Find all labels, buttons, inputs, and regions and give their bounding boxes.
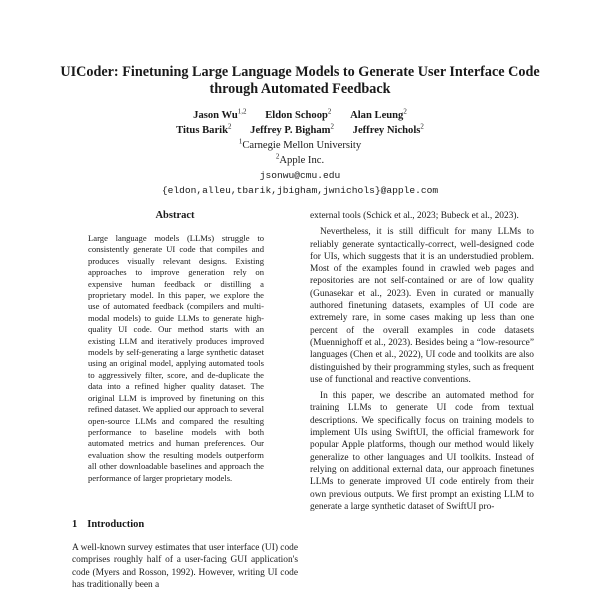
- author: [350, 107, 407, 121]
- author-affiliation-mark: 2: [403, 107, 407, 116]
- paper-title: UICoder: Finetuning Large Language Models to Generate User Interface Code through Automated Feedback: [60, 64, 540, 97]
- author-name: Eldon Schoop: [265, 110, 328, 121]
- author-row-1: [40, 108, 560, 123]
- email-group: {eldon,alleu,tbarik,jbigham,jwnichols}@apple.com: [161, 185, 439, 196]
- author-affiliation-mark: 2: [330, 122, 334, 131]
- affiliation-name: Carnegie Mellon University: [242, 140, 362, 151]
- paragraph: Nevertheless, it is still difficult for many LLMs to reliably generate syntactically-correct, well-designed code for UIs, which suggests that it is an understudied problem. Most of the examples found in crawled web pages and repositories are not self-contained or are of low quality (Gunasekar et al., 2023). Even in curated or manually authored finetuning datasets, examples of UI code are extremely rare, in some cases making up less than one percent of the overall examples in code datasets (Muennighoff et al., 2023). Besides being a “low-resource” languages (Chen et al., 2022), UI code and toolkits are also distinguished by their programming styles, such as frequent use of functional and reactive conventions.: [310, 227, 534, 385]
- abstract-text: Large language models (LLMs) struggle to consistently generate UI code that compiles and produces visually relevant designs. Existing approaches to improve generation rely on expensive human feedback or distilling a proprietary model. In this paper, we explore the use of automated feedback (compilers and multi-modal models) to guide LLMs to generate high-quality UI code. Our method starts with an existing LLM and iteratively produces improved models by self-generating a large synthetic dataset using an original model, applying automated tools to aggressively filter, score, and de-duplicate the data into a refined higher quality dataset. The original LLM is improved by finetuning on this refined dataset. We applied our approach to several open-source LLMs and compared the resulting performance to baseline models with both automated metrics and human preferences. Our evaluation show the resulting models outperform all other downloadable baselines and approach the performance of larger proprietary models.: [88, 233, 264, 483]
- introduction-text: A well-known survey estimates that user interface (UI) code comprises roughly half of a user-facing GUI application's code (Myers and Rosson, 1992). However, writing UI code has traditionally been a: [72, 543, 298, 590]
- paragraph: In this paper, we describe an automated method for training LLMs to generate UI code from textual descriptions. We specifically focus on training models to implement UIs using SwiftUI, the official framework for popular Apple platforms, though our method would likely generalize to other languages and UI toolkits. Instead of relying on additional external data, our approach finetunes LLMs to generate improved UI code entirely from their own previous outputs. We first prompt an existing LLM to generate a large synthetic dataset of SwiftUI pro-: [310, 391, 534, 512]
- author-name: Jeffrey Nichols: [352, 125, 421, 136]
- author: [193, 107, 247, 121]
- author-name: Titus Barik: [176, 125, 228, 136]
- affiliation-mark: 1: [238, 137, 243, 146]
- author-name: Jeffrey P. Bigham: [250, 125, 331, 136]
- section-title: Introduction: [87, 519, 145, 530]
- author-affiliation-mark: 2: [228, 122, 232, 131]
- section-number: 1: [72, 519, 78, 530]
- author-affiliation-mark: 1,2: [237, 107, 247, 116]
- abstract-heading: Abstract: [155, 210, 195, 221]
- author-name: Jason Wu: [193, 110, 238, 121]
- author: [176, 122, 232, 136]
- paragraph: external tools (Schick et al., 2023; Bubeck et al., 2023).: [310, 211, 519, 221]
- author-row-2: [40, 123, 560, 138]
- author-affiliation-mark: 2: [327, 107, 332, 116]
- affiliation: [40, 153, 560, 168]
- author-block: [40, 108, 560, 198]
- author: [352, 122, 424, 136]
- affiliation: [40, 138, 560, 153]
- affiliation-name: Apple Inc.: [279, 155, 325, 166]
- author: [265, 107, 332, 121]
- email-primary: jsonwu@cmu.edu: [259, 170, 341, 181]
- author-name: Alan Leung: [350, 110, 404, 121]
- author-affiliation-mark: 2: [420, 122, 424, 131]
- affiliation-mark: 2: [275, 152, 280, 161]
- section-heading-introduction: [72, 519, 282, 530]
- author: [250, 122, 334, 136]
- right-column: [310, 210, 534, 513]
